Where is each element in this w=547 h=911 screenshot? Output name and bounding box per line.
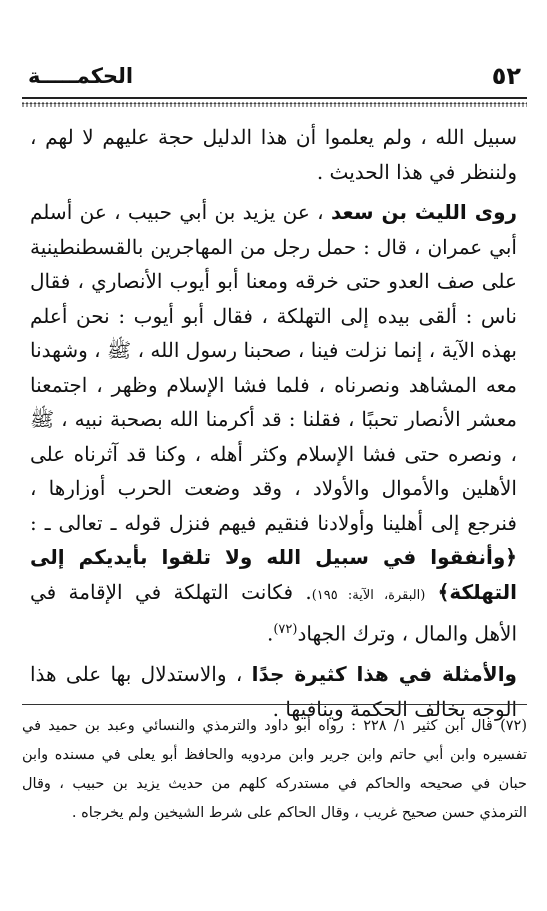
verse-reference: (البقرة، الآية: ١٩٥): [311, 587, 426, 603]
footnote-text: قال ابن كثير ١/ ٢٢٨ : رواه أبو داود والترمذي والنسائي وعبد بن حميد في تفسيره وابن أبي حاتم وابن جرير وابن مردويه والحافظ أبو يعلى في مسنده وابن حبان في صحيحه والحاكم في مستدركه كلهم من حديث يزيد بن حبيب ، وقال الترمذي حسن صحيح غريب ، وقال الحاكم على شرط الشيخين ولم يخرجاه .: [22, 718, 527, 821]
footnote-number: (٧٢): [500, 718, 528, 734]
footnote-separator: [22, 704, 527, 705]
narrator-lead: روى الليث بن سعد: [330, 200, 518, 224]
footnotes: [22, 712, 527, 828]
quran-verse: ﴿وأنفقوا في سبيل الله ولا تلقوا بأيديكم إلى التهلكة﴾: [30, 545, 517, 604]
paragraph-1: [30, 120, 517, 189]
paragraph-2: روى الليث بن سعد ، عن يزيد بن أبي حبيب ، عن أسلم أبي عمران ، قال : حمل رجل من المهاجرين بالقسطنطينية على صف العدو حتى خرقه ومعنا أبو أيوب الأنصاري ، فقال ناس : ألقى بيده إلى التهلكة ، فقال أبو أيوب : نحن أعلم بهذه الآية ، إنما نزلت فينا ، صحبنا رسول الله ، ﷺ ، وشهدنا معه المشاهد ونصرناه ، فلما فشا الإسلام وظهر ، اجتمعنا معشر الأنصار تحببًا ، فقلنا : قد أكرمنا الله بصحبة نبيه ، ﷺ ، ونصره حتى فشا الإسلام وكثر أهله ، وكنا قد آثرناه على الأهلين والأموال والأولاد ، وقد وضعت الحرب أوزارها ، فنرجع إلى أهلينا وأولادنا فنقيم فيهم فنزل قوله ـ تعالى ـ : ﴿وأنفقوا في سبيل الله ولا تلقوا بأيديكم إلى التهلكة﴾ (البقرة، الآية: ١٩٥). فكانت التهلكة في الإقامة في الأهل والمال ، وترك الجهاد$^{(٧٢)}$.: [30, 200, 518, 646]
page-header: [22, 62, 527, 98]
main-text: [30, 120, 517, 732]
paragraph-3-text: ، والاستدلال بها على هذا الوجه يخالف الحكمة وينافيها .: [30, 662, 517, 721]
running-title: الحكمـــــة: [28, 64, 134, 88]
hadith-text: ، عن يزيد بن أبي حبيب ، عن أسلم أبي عمران ، قال : حمل رجل من المهاجرين بالقسطنطينية على صف العدو حتى خرقه ومعنا أبو أيوب الأنصاري ، فقال ناس : ألقى بيده إلى التهلكة ، فقال أبو أيوب : نحن أعلم بهذه الآية ، إنما نزلت فينا ، صحبنا رسول الله ، ﷺ ، وشهدنا معه المشاهد ونصرناه ، فلما فشا الإسلام وظهر ، اجتمعنا معشر الأنصار تحببًا ، فقلنا : قد أكرمنا الله بصحبة نبيه ، ﷺ ، ونصره حتى فشا الإسلام وكثر أهله ، وكنا قد آثرناه على الأهلين والأموال والأولاد ، وقد وضعت الحرب أوزارها ، فنرجع إلى أهلينا وأولادنا فنقيم فيهم فنزل قوله ـ تعالى ـ :: [30, 200, 517, 535]
paragraph-3-lead: والأمثلة في هذا كثيرة جدًا: [251, 662, 517, 687]
hadith-tail: . فكانت التهلكة في الإقامة في الأهل والمال ، وترك الجهاد: [30, 579, 517, 646]
page-number: ٥٢: [491, 62, 521, 90]
paragraph-1-text: سبيل الله ، ولم يعلموا أن هذا الدليل حجة عليهم لا لهم ، ولننظر في هذا الحديث .: [30, 125, 517, 184]
footnote-marker: (٧٢): [273, 622, 298, 637]
header-ornament: [22, 102, 527, 107]
